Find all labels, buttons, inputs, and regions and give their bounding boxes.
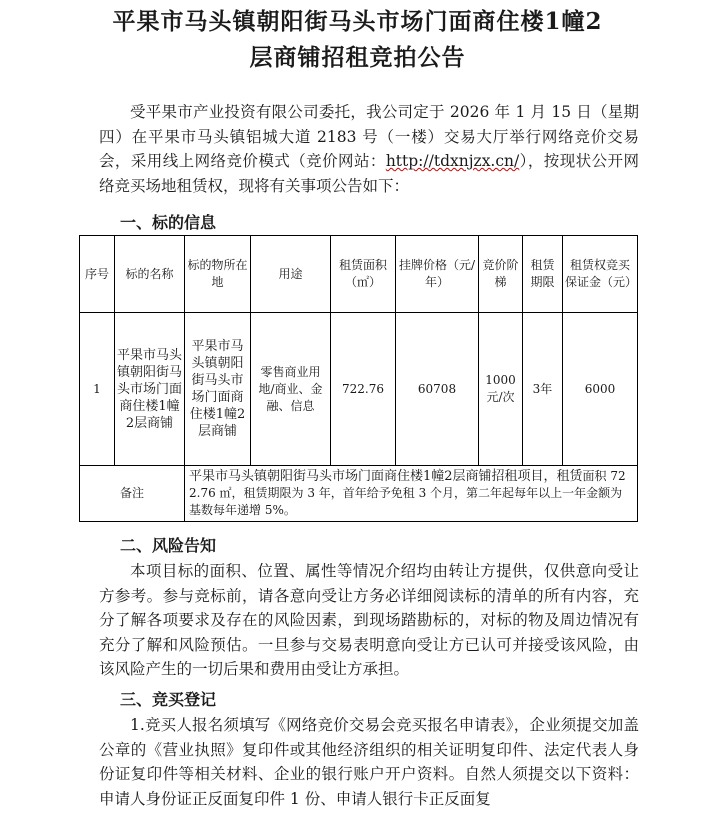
intro-text-end: ），按现状公开网络竞买场地租赁权，现将有关事项公告如下： — [99, 152, 639, 195]
listing-table — [79, 235, 638, 522]
header-term: 租赁期限 — [523, 236, 563, 313]
cell-deposit: 6000 — [563, 313, 638, 466]
note-line-1: 平果市马头镇朝阳街马头市场门面商住楼1幢2层商铺招租项目，租赁 — [189, 469, 583, 484]
cell-area: 722.76 — [331, 313, 396, 466]
cell-use: 零售商业用地/商业、金融、信息 — [251, 313, 331, 466]
note-label: 备注 — [80, 466, 185, 522]
table-note-row — [80, 466, 638, 522]
table-header-row — [80, 236, 638, 313]
note-line-rest: 面积 722.76 ㎡，租赁期限为 3 年，首年给予免租 3 个月，第二年起每年以上一年金额为基数每年递增 5%。 — [189, 469, 626, 517]
section2-heading: 二、风险告知 — [120, 536, 217, 555]
notice-title — [0, 4, 715, 76]
header-location: 标的物所在地 — [185, 236, 251, 313]
intro-paragraph — [99, 100, 639, 198]
intro-text-start: 受平果市产业投资有限公司委托，我公司定于 2026 年 1 月 15 日（星期四）在平果市马头镇铝城大道 2183 号（一楼）交易大厅举行网络竞价交易会，采用线上网络竞价模式（竞价网站： — [99, 103, 639, 170]
risk-paragraph: 本项目标的面积、位置、属性等情况介绍均由转让方提供，仅供意向受让方参考。参与竞标前，请各意向受让方务必详细阅读标的清单的所有内容，充分了解各项要求及存在的风险因素，到现场踏勘标的，对标的物及周边情况有充分了解和风险预估。一旦参与交易表明意向受让方已认可并接受该风险，由该风险产生的一切后果和费用由受让方承担。 — [99, 562, 639, 678]
table-row — [80, 313, 638, 466]
auction-website-link[interactable]: http://tdxnjzx.cn/ — [385, 152, 520, 170]
registration-paragraph: 1.竞买人报名须填写《网络竞价交易会竞买报名申请表》，企业须提交加盖公章的《营业执照》复印件或其他经济组织的相关证明复印件、法定代表人身份证复印件等相关材料、企业的银行账户开户资料。自然人须提交以下资料：申请人身份证正反面复印件 1 份、申请人银行卡正反面复 — [99, 716, 639, 808]
note-text — [185, 466, 638, 522]
cell-step: 1000元/次 — [479, 313, 523, 466]
title-line-1: 平果市马头镇朝阳街马头市场门面商住楼1幢2 — [112, 8, 603, 35]
title-line-2: 层商铺招租竞拍公告 — [249, 44, 466, 71]
header-use: 用途 — [251, 236, 331, 313]
header-deposit: 租赁权竞买保证金（元） — [563, 236, 638, 313]
header-area: 租赁面积（㎡） — [331, 236, 396, 313]
header-name: 标的名称 — [115, 236, 185, 313]
section3-heading: 三、竞买登记 — [120, 690, 217, 709]
cell-name: 平果市马头镇朝阳街马头市场门面商住楼1幢2层商铺 — [115, 313, 185, 466]
cell-price: 60708 — [396, 313, 479, 466]
cell-location: 平果市马头镇朝阳街马头市场门面商住楼1幢2层商铺 — [185, 313, 251, 466]
cell-term: 3年 — [523, 313, 563, 466]
header-step: 竞价阶梯 — [479, 236, 523, 313]
header-no: 序号 — [80, 236, 115, 313]
header-price: 挂牌价格（元/年） — [396, 236, 479, 313]
cell-no: 1 — [80, 313, 115, 466]
section1-heading: 一、标的信息 — [120, 213, 217, 232]
